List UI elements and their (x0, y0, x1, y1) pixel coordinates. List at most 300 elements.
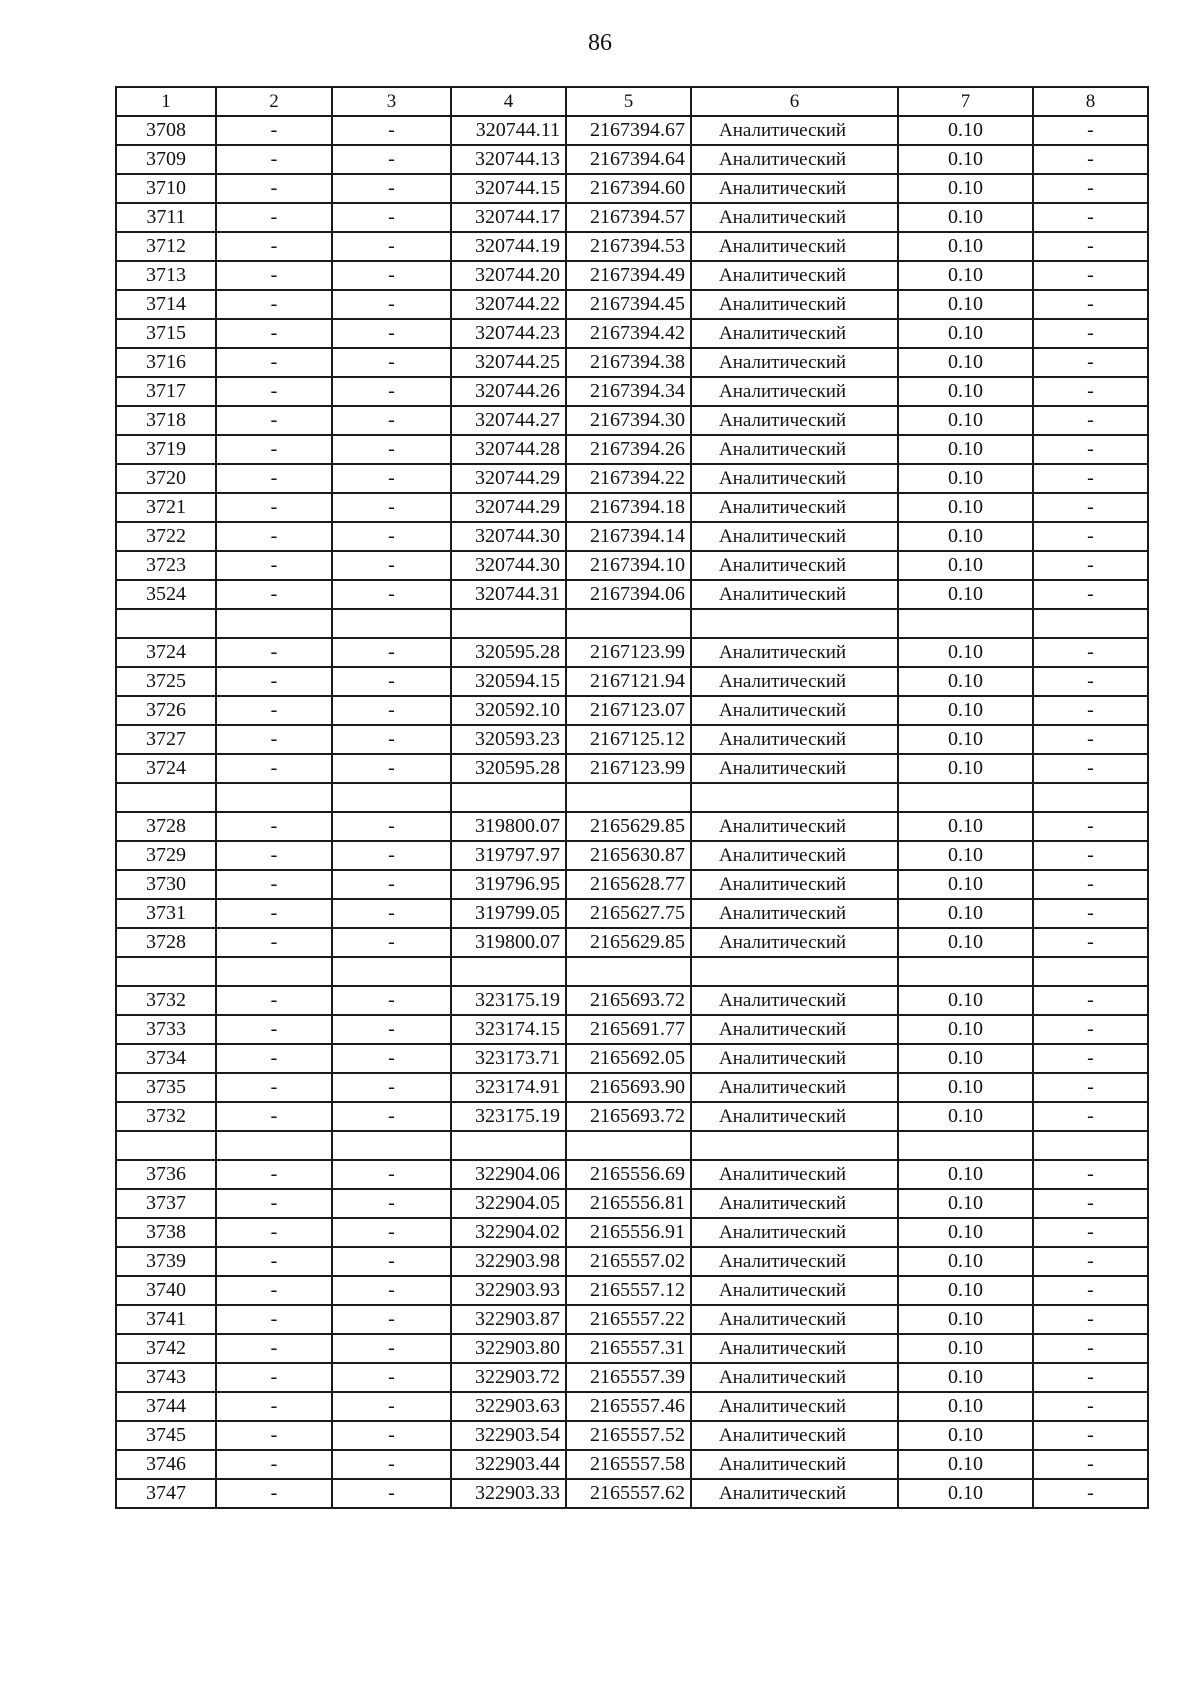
header-col-3: 3 (332, 87, 451, 116)
cell-coord-x: 320595.28 (451, 754, 566, 783)
cell-col-8: - (1033, 377, 1148, 406)
cell-col-2: - (216, 290, 332, 319)
cell-col-8: - (1033, 870, 1148, 899)
cell-accuracy: 0.10 (898, 725, 1033, 754)
cell-coord-x: 323174.91 (451, 1073, 566, 1102)
cell-col-2: - (216, 1392, 332, 1421)
table-row (116, 725, 1148, 754)
cell-point-number: 3730 (116, 870, 216, 899)
cell-coord-x: 320744.19 (451, 232, 566, 261)
cell-point-number (116, 783, 216, 812)
cell-coord-y: 2165557.46 (566, 1392, 691, 1421)
cell-method: Аналитический (691, 1102, 898, 1131)
cell-col-2: - (216, 696, 332, 725)
cell-coord-x: 322904.05 (451, 1189, 566, 1218)
cell-point-number (116, 609, 216, 638)
cell-col-2: - (216, 377, 332, 406)
cell-coord-y (566, 609, 691, 638)
cell-col-8: - (1033, 464, 1148, 493)
cell-point-number: 3738 (116, 1218, 216, 1247)
cell-col-2: - (216, 667, 332, 696)
cell-col-2: - (216, 493, 332, 522)
cell-col-2: - (216, 406, 332, 435)
cell-col-3: - (332, 725, 451, 754)
cell-method: Аналитический (691, 493, 898, 522)
table-row (116, 1479, 1148, 1508)
cell-point-number: 3717 (116, 377, 216, 406)
cell-point-number: 3718 (116, 406, 216, 435)
cell-col-3 (332, 1131, 451, 1160)
cell-accuracy: 0.10 (898, 551, 1033, 580)
cell-method: Аналитический (691, 1160, 898, 1189)
cell-col-3: - (332, 290, 451, 319)
cell-col-2: - (216, 812, 332, 841)
cell-accuracy: 0.10 (898, 203, 1033, 232)
table-row (116, 870, 1148, 899)
coordinates-table (115, 86, 1149, 1509)
cell-method: Аналитический (691, 1305, 898, 1334)
cell-coord-x: 320744.31 (451, 580, 566, 609)
cell-point-number: 3742 (116, 1334, 216, 1363)
table-row (116, 493, 1148, 522)
table-row (116, 377, 1148, 406)
cell-method: Аналитический (691, 667, 898, 696)
cell-point-number: 3732 (116, 1102, 216, 1131)
cell-coord-y: 2165557.39 (566, 1363, 691, 1392)
cell-coord-y (566, 1131, 691, 1160)
cell-point-number: 3734 (116, 1044, 216, 1073)
cell-accuracy: 0.10 (898, 1102, 1033, 1131)
cell-coord-y: 2167121.94 (566, 667, 691, 696)
header-col-2: 2 (216, 87, 332, 116)
table-row (116, 435, 1148, 464)
cell-col-2: - (216, 1015, 332, 1044)
cell-coord-y: 2165556.69 (566, 1160, 691, 1189)
cell-col-8: - (1033, 1450, 1148, 1479)
cell-coord-y: 2167394.10 (566, 551, 691, 580)
cell-coord-y: 2165557.62 (566, 1479, 691, 1508)
cell-method: Аналитический (691, 1450, 898, 1479)
cell-accuracy: 0.10 (898, 145, 1033, 174)
table-row (116, 1218, 1148, 1247)
table-row (116, 116, 1148, 145)
cell-accuracy: 0.10 (898, 319, 1033, 348)
cell-col-3: - (332, 1044, 451, 1073)
cell-col-2: - (216, 522, 332, 551)
cell-col-3 (332, 609, 451, 638)
cell-col-3: - (332, 1160, 451, 1189)
cell-col-8: - (1033, 928, 1148, 957)
cell-method: Аналитический (691, 812, 898, 841)
cell-point-number: 3736 (116, 1160, 216, 1189)
cell-point-number: 3721 (116, 493, 216, 522)
cell-col-3: - (332, 638, 451, 667)
separator-row (116, 609, 1148, 638)
cell-col-8: - (1033, 174, 1148, 203)
cell-coord-y: 2167394.49 (566, 261, 691, 290)
cell-col-3: - (332, 377, 451, 406)
cell-accuracy (898, 957, 1033, 986)
cell-method: Аналитический (691, 1218, 898, 1247)
cell-coord-y: 2167125.12 (566, 725, 691, 754)
cell-col-3: - (332, 580, 451, 609)
cell-coord-y: 2167394.18 (566, 493, 691, 522)
cell-col-2: - (216, 435, 332, 464)
cell-accuracy: 0.10 (898, 1189, 1033, 1218)
table-row (116, 203, 1148, 232)
table-row (116, 1247, 1148, 1276)
cell-col-3: - (332, 1334, 451, 1363)
cell-method (691, 1131, 898, 1160)
cell-coord-y: 2165557.12 (566, 1276, 691, 1305)
cell-point-number (116, 1131, 216, 1160)
cell-method: Аналитический (691, 464, 898, 493)
cell-col-3: - (332, 870, 451, 899)
cell-coord-y: 2167394.26 (566, 435, 691, 464)
cell-method: Аналитический (691, 522, 898, 551)
cell-coord-x: 320744.26 (451, 377, 566, 406)
cell-col-8: - (1033, 290, 1148, 319)
cell-col-2: - (216, 1276, 332, 1305)
cell-coord-y: 2167394.22 (566, 464, 691, 493)
cell-coord-y: 2165692.05 (566, 1044, 691, 1073)
cell-col-8: - (1033, 1044, 1148, 1073)
table-row (116, 1160, 1148, 1189)
cell-accuracy: 0.10 (898, 638, 1033, 667)
cell-col-2: - (216, 580, 332, 609)
cell-col-3: - (332, 116, 451, 145)
cell-coord-x: 320744.29 (451, 493, 566, 522)
cell-method: Аналитический (691, 841, 898, 870)
cell-col-3: - (332, 1276, 451, 1305)
cell-point-number: 3524 (116, 580, 216, 609)
cell-point-number: 3743 (116, 1363, 216, 1392)
cell-coord-x: 320744.25 (451, 348, 566, 377)
cell-coord-y: 2165693.90 (566, 1073, 691, 1102)
cell-col-8: - (1033, 841, 1148, 870)
cell-method: Аналитический (691, 899, 898, 928)
cell-coord-y: 2167394.14 (566, 522, 691, 551)
cell-col-2: - (216, 1160, 332, 1189)
cell-col-8: - (1033, 1392, 1148, 1421)
cell-col-2: - (216, 261, 332, 290)
cell-point-number: 3708 (116, 116, 216, 145)
cell-col-2: - (216, 1073, 332, 1102)
cell-col-8: - (1033, 1160, 1148, 1189)
cell-col-8: - (1033, 1479, 1148, 1508)
page-number: 86 (588, 30, 612, 56)
cell-accuracy: 0.10 (898, 493, 1033, 522)
cell-col-8: - (1033, 203, 1148, 232)
cell-point-number: 3712 (116, 232, 216, 261)
cell-point-number: 3727 (116, 725, 216, 754)
cell-accuracy: 0.10 (898, 580, 1033, 609)
cell-col-2: - (216, 116, 332, 145)
cell-method: Аналитический (691, 203, 898, 232)
cell-accuracy: 0.10 (898, 1421, 1033, 1450)
cell-coord-y: 2167123.99 (566, 638, 691, 667)
table-row (116, 812, 1148, 841)
cell-col-8: - (1033, 1218, 1148, 1247)
cell-coord-y: 2167123.99 (566, 754, 691, 783)
cell-coord-x: 322903.44 (451, 1450, 566, 1479)
cell-coord-x: 319796.95 (451, 870, 566, 899)
cell-point-number: 3731 (116, 899, 216, 928)
cell-col-2: - (216, 1421, 332, 1450)
cell-col-8: - (1033, 232, 1148, 261)
table-row (116, 1421, 1148, 1450)
table-row (116, 145, 1148, 174)
cell-coord-y: 2165693.72 (566, 986, 691, 1015)
cell-col-8 (1033, 1131, 1148, 1160)
cell-method: Аналитический (691, 116, 898, 145)
table-row (116, 522, 1148, 551)
cell-accuracy: 0.10 (898, 377, 1033, 406)
cell-col-3: - (332, 841, 451, 870)
cell-method: Аналитический (691, 232, 898, 261)
cell-col-8: - (1033, 1421, 1148, 1450)
cell-method (691, 609, 898, 638)
cell-col-3: - (332, 232, 451, 261)
cell-col-2: - (216, 319, 332, 348)
cell-col-2: - (216, 986, 332, 1015)
table-row (116, 841, 1148, 870)
cell-coord-y: 2167123.07 (566, 696, 691, 725)
cell-coord-x: 319800.07 (451, 928, 566, 957)
cell-col-8: - (1033, 1189, 1148, 1218)
cell-col-3: - (332, 1073, 451, 1102)
cell-accuracy: 0.10 (898, 812, 1033, 841)
cell-coord-x: 320595.28 (451, 638, 566, 667)
table-row (116, 1450, 1148, 1479)
cell-accuracy: 0.10 (898, 1392, 1033, 1421)
table-row (116, 638, 1148, 667)
cell-coord-y: 2165557.52 (566, 1421, 691, 1450)
cell-col-8: - (1033, 551, 1148, 580)
cell-coord-x: 320593.23 (451, 725, 566, 754)
cell-col-3: - (332, 1218, 451, 1247)
cell-accuracy: 0.10 (898, 1334, 1033, 1363)
cell-col-2: - (216, 638, 332, 667)
cell-point-number: 3716 (116, 348, 216, 377)
cell-accuracy: 0.10 (898, 1015, 1033, 1044)
cell-coord-y: 2165557.02 (566, 1247, 691, 1276)
cell-col-8: - (1033, 754, 1148, 783)
cell-method: Аналитический (691, 870, 898, 899)
cell-method: Аналитический (691, 1015, 898, 1044)
cell-col-3: - (332, 522, 451, 551)
table-row (116, 551, 1148, 580)
cell-method: Аналитический (691, 1276, 898, 1305)
cell-col-8: - (1033, 145, 1148, 174)
cell-coord-x: 320744.29 (451, 464, 566, 493)
table-row (116, 174, 1148, 203)
table-row (116, 348, 1148, 377)
cell-col-8: - (1033, 899, 1148, 928)
cell-col-8: - (1033, 725, 1148, 754)
cell-col-2: - (216, 464, 332, 493)
cell-coord-y: 2167394.53 (566, 232, 691, 261)
cell-coord-x (451, 783, 566, 812)
cell-coord-y: 2167394.38 (566, 348, 691, 377)
cell-coord-y: 2165693.72 (566, 1102, 691, 1131)
cell-point-number: 3715 (116, 319, 216, 348)
table-row (116, 986, 1148, 1015)
cell-coord-y: 2167394.67 (566, 116, 691, 145)
cell-col-3: - (332, 203, 451, 232)
cell-point-number: 3714 (116, 290, 216, 319)
cell-coord-x: 322904.02 (451, 1218, 566, 1247)
cell-point-number: 3735 (116, 1073, 216, 1102)
table-row (116, 1044, 1148, 1073)
cell-col-3 (332, 957, 451, 986)
cell-coord-y: 2165557.58 (566, 1450, 691, 1479)
cell-method: Аналитический (691, 638, 898, 667)
cell-point-number: 3724 (116, 754, 216, 783)
cell-point-number: 3745 (116, 1421, 216, 1450)
cell-col-2: - (216, 348, 332, 377)
cell-col-2: - (216, 174, 332, 203)
cell-method: Аналитический (691, 1363, 898, 1392)
cell-col-8: - (1033, 667, 1148, 696)
cell-col-8: - (1033, 1334, 1148, 1363)
cell-col-8: - (1033, 1363, 1148, 1392)
cell-col-2: - (216, 1102, 332, 1131)
cell-point-number: 3713 (116, 261, 216, 290)
cell-col-3: - (332, 174, 451, 203)
cell-method: Аналитический (691, 754, 898, 783)
cell-accuracy: 0.10 (898, 1247, 1033, 1276)
cell-col-3: - (332, 812, 451, 841)
cell-coord-y: 2167394.60 (566, 174, 691, 203)
cell-method: Аналитический (691, 1334, 898, 1363)
cell-col-3: - (332, 928, 451, 957)
cell-coord-x (451, 957, 566, 986)
cell-method: Аналитический (691, 174, 898, 203)
table-row (116, 667, 1148, 696)
cell-point-number: 3720 (116, 464, 216, 493)
cell-point-number (116, 957, 216, 986)
cell-coord-y: 2165629.85 (566, 812, 691, 841)
cell-accuracy: 0.10 (898, 522, 1033, 551)
cell-col-8: - (1033, 116, 1148, 145)
cell-method: Аналитический (691, 1189, 898, 1218)
cell-point-number: 3724 (116, 638, 216, 667)
cell-coord-x: 319799.05 (451, 899, 566, 928)
cell-col-3 (332, 783, 451, 812)
cell-col-2: - (216, 754, 332, 783)
cell-accuracy: 0.10 (898, 1276, 1033, 1305)
cell-col-3: - (332, 464, 451, 493)
cell-coord-x: 322904.06 (451, 1160, 566, 1189)
cell-accuracy: 0.10 (898, 116, 1033, 145)
cell-col-3: - (332, 493, 451, 522)
cell-col-3: - (332, 145, 451, 174)
cell-accuracy: 0.10 (898, 174, 1033, 203)
cell-coord-x: 323175.19 (451, 1102, 566, 1131)
cell-col-8: - (1033, 1247, 1148, 1276)
cell-col-2 (216, 609, 332, 638)
cell-accuracy: 0.10 (898, 1363, 1033, 1392)
cell-method: Аналитический (691, 1073, 898, 1102)
cell-method: Аналитический (691, 928, 898, 957)
cell-coord-x: 322903.54 (451, 1421, 566, 1450)
cell-method: Аналитический (691, 1392, 898, 1421)
cell-coord-x: 322903.87 (451, 1305, 566, 1334)
separator-row (116, 957, 1148, 986)
cell-method: Аналитический (691, 319, 898, 348)
cell-coord-x: 320744.15 (451, 174, 566, 203)
table-row (116, 1015, 1148, 1044)
cell-coord-x: 320594.15 (451, 667, 566, 696)
cell-coord-x: 322903.93 (451, 1276, 566, 1305)
table-row (116, 1363, 1148, 1392)
table-row (116, 1276, 1148, 1305)
cell-col-2: - (216, 1218, 332, 1247)
cell-method: Аналитический (691, 551, 898, 580)
cell-col-2: - (216, 551, 332, 580)
cell-col-8: - (1033, 406, 1148, 435)
cell-col-8: - (1033, 319, 1148, 348)
cell-point-number: 3746 (116, 1450, 216, 1479)
cell-col-3: - (332, 899, 451, 928)
cell-coord-y: 2167394.64 (566, 145, 691, 174)
cell-col-3: - (332, 754, 451, 783)
cell-coord-x: 322903.80 (451, 1334, 566, 1363)
cell-method: Аналитический (691, 1421, 898, 1450)
cell-point-number: 3710 (116, 174, 216, 203)
cell-col-3: - (332, 1479, 451, 1508)
cell-coord-y: 2165557.22 (566, 1305, 691, 1334)
cell-point-number: 3739 (116, 1247, 216, 1276)
cell-coord-x: 319800.07 (451, 812, 566, 841)
cell-col-2 (216, 957, 332, 986)
cell-accuracy: 0.10 (898, 290, 1033, 319)
cell-col-3: - (332, 667, 451, 696)
cell-coord-x: 320744.27 (451, 406, 566, 435)
table-row (116, 232, 1148, 261)
cell-coord-x: 320744.11 (451, 116, 566, 145)
cell-col-2: - (216, 1189, 332, 1218)
cell-point-number: 3729 (116, 841, 216, 870)
cell-coord-x: 322903.33 (451, 1479, 566, 1508)
cell-col-2 (216, 1131, 332, 1160)
cell-method: Аналитический (691, 986, 898, 1015)
cell-method: Аналитический (691, 348, 898, 377)
cell-col-3: - (332, 696, 451, 725)
cell-point-number: 3737 (116, 1189, 216, 1218)
cell-method: Аналитический (691, 696, 898, 725)
table-row (116, 290, 1148, 319)
cell-coord-y: 2167394.34 (566, 377, 691, 406)
cell-coord-y: 2165556.91 (566, 1218, 691, 1247)
table-row (116, 580, 1148, 609)
cell-coord-y: 2167394.30 (566, 406, 691, 435)
cell-coord-y: 2167394.45 (566, 290, 691, 319)
cell-col-8: - (1033, 638, 1148, 667)
cell-coord-x (451, 609, 566, 638)
cell-point-number: 3733 (116, 1015, 216, 1044)
cell-accuracy: 0.10 (898, 232, 1033, 261)
cell-method: Аналитический (691, 435, 898, 464)
cell-col-3: - (332, 406, 451, 435)
cell-col-2: - (216, 725, 332, 754)
cell-method: Аналитический (691, 725, 898, 754)
cell-coord-y: 2167394.06 (566, 580, 691, 609)
cell-coord-y: 2165556.81 (566, 1189, 691, 1218)
cell-method: Аналитический (691, 377, 898, 406)
cell-coord-x: 322903.98 (451, 1247, 566, 1276)
